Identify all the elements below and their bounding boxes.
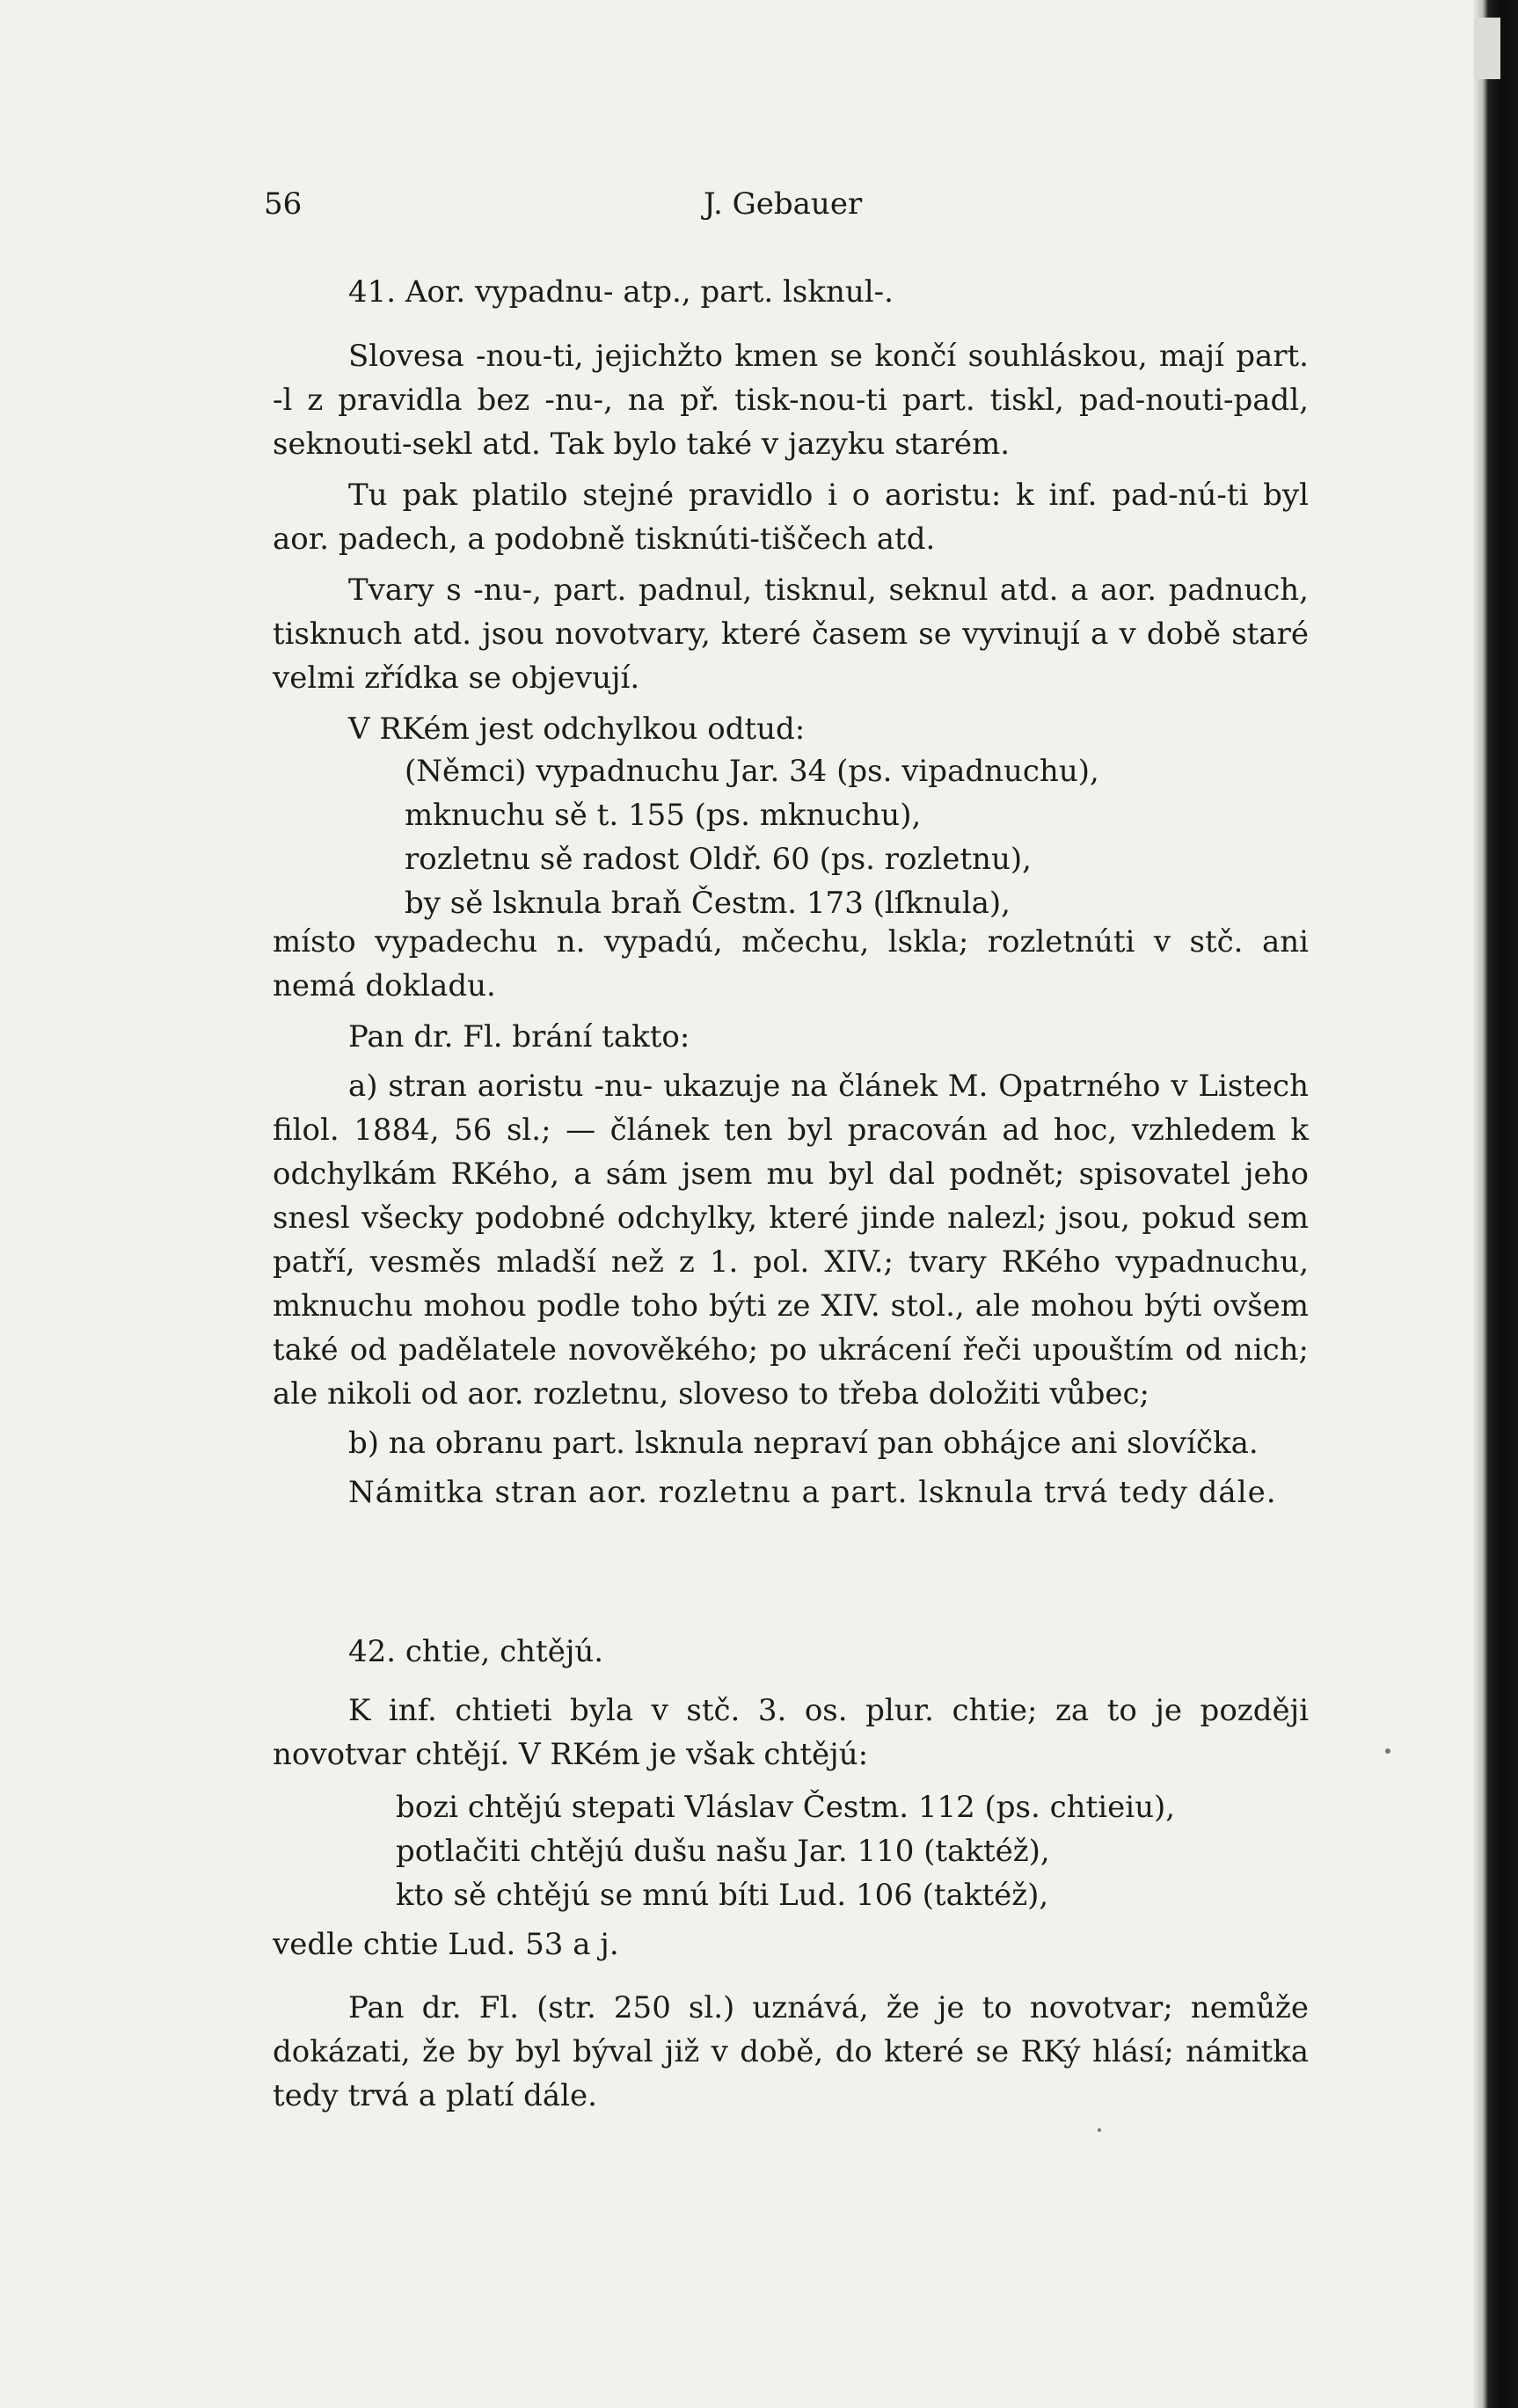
quote-line: mknuchu sě t. 155 (ps. mknuchu), [405,798,922,833]
section-42-continuation [273,1923,1309,2118]
quote-line: kto sě chtějú se mnú bíti Lud. 106 (taktéž), [396,1878,1049,1913]
paragraph: Tu pak platilo stejné pravidlo i o aoristu: k inf. pad-nú-ti byl aor. padech, a podobně tisknúti-tiščech atd. [273,478,1309,557]
section-41-quotation [405,749,1099,925]
quote-line: by sě lsknula braň Čestm. 173 (lſknula), [405,886,1011,921]
quote-line: potlačiti chtějú dušu našu Jar. 110 (taktéž), [396,1834,1050,1869]
section-41-body [273,334,1309,751]
page-edge-shadow [1472,0,1518,2408]
paragraph: Pan dr. Fl. (str. 250 sl.) uznává, že je to novotvar; nemůže dokázati, že by byl býval již v době, do které se RKý hlásí; námitka tedy trvá a platí dále. [273,1990,1309,2113]
quote-line: bozi chtějú stepati Vláslav Čestm. 112 (ps. chtieiu), [396,1790,1176,1825]
paragraph: vedle chtie Lud. 53 a j. [273,1927,619,1962]
paragraph: místo vypadechu n. vypadú, mčechu, lskla; rozletnúti v stč. ani nemá dokladu. [273,924,1309,1003]
section-42-quotation [396,1785,1175,1917]
section-42-body [273,1689,1309,1777]
speck [1098,2128,1101,2132]
quote-line: rozletnu sě radost Oldř. 60 (ps. rozletnu), [405,842,1032,877]
speck [1385,1748,1390,1754]
paragraph: Slovesa -nou-ti, jejichžto kmen se končí souhláskou, mají part. -l z pravidla bez -nu-, na př. tisk-nou-ti part. tiskl, pad-nouti-padl, seknouti-sekl atd. Tak bylo také v jazyku starém. [273,339,1309,462]
paragraph: K inf. chtieti byla v stč. 3. os. plur. chtie; za to je později novotvar chtějí. V RKém je však chtějú: [273,1693,1309,1772]
paragraph: Tvary s -nu-, part. padnul, tisknul, seknul atd. a aor. padnuch, tisknuch atd. jsou novotvary, které časem se vyvinují a v době staré velmi zřídka se objevují. [273,573,1309,696]
quote-line: (Němci) vypadnuchu Jar. 34 (ps. vipadnuchu), [405,754,1099,789]
point-a: a) stran aoristu -nu- ukazuje na článek M. Opatrného v Listech filol. 1884, 56 sl.; — článek ten byl pracován ad hoc, vzhledem k odchylkám RKého, a sám jsem mu byl dal podnět; spisovatel jeho snesl všecky podobné odchylky, které jinde nalezl; jsou, pokud sem patří, vesměs mladší než z 1. pol. XIV.; tvary RKého vypadnuchu, mknuchu mohou podle toho býti ze XIV. stol., ale mohou býti ovšem také od padělatele novověkého; po ukrácení řeči upouštím od nich; ale nikoli od aor. rozletnu, sloveso to třeba doložiti vůbec; [273,1069,1309,1412]
point-b: b) na obranu part. lsknula nepraví pan obhájce ani slovíčka. [348,1426,1259,1461]
edge-highlight [1474,18,1500,79]
running-header [264,186,1302,230]
page-number: 56 [264,186,303,222]
section-41-continuation [273,920,1309,1514]
paragraph: V RKém jest odchylkou odtud: [348,711,806,747]
section-42-heading: 42. chtie, chtějú. [348,1634,604,1669]
paragraph: Pan dr. Fl. brání takto: [348,1019,690,1054]
running-head-author: J. Gebauer [704,186,863,222]
conclusion: Námitka stran aor. rozletnu a part. lsknula trvá tedy dále. [348,1475,1277,1510]
section-41-heading: 41. Aor. vypadnu- atp., part. lsknul-. [348,274,894,310]
